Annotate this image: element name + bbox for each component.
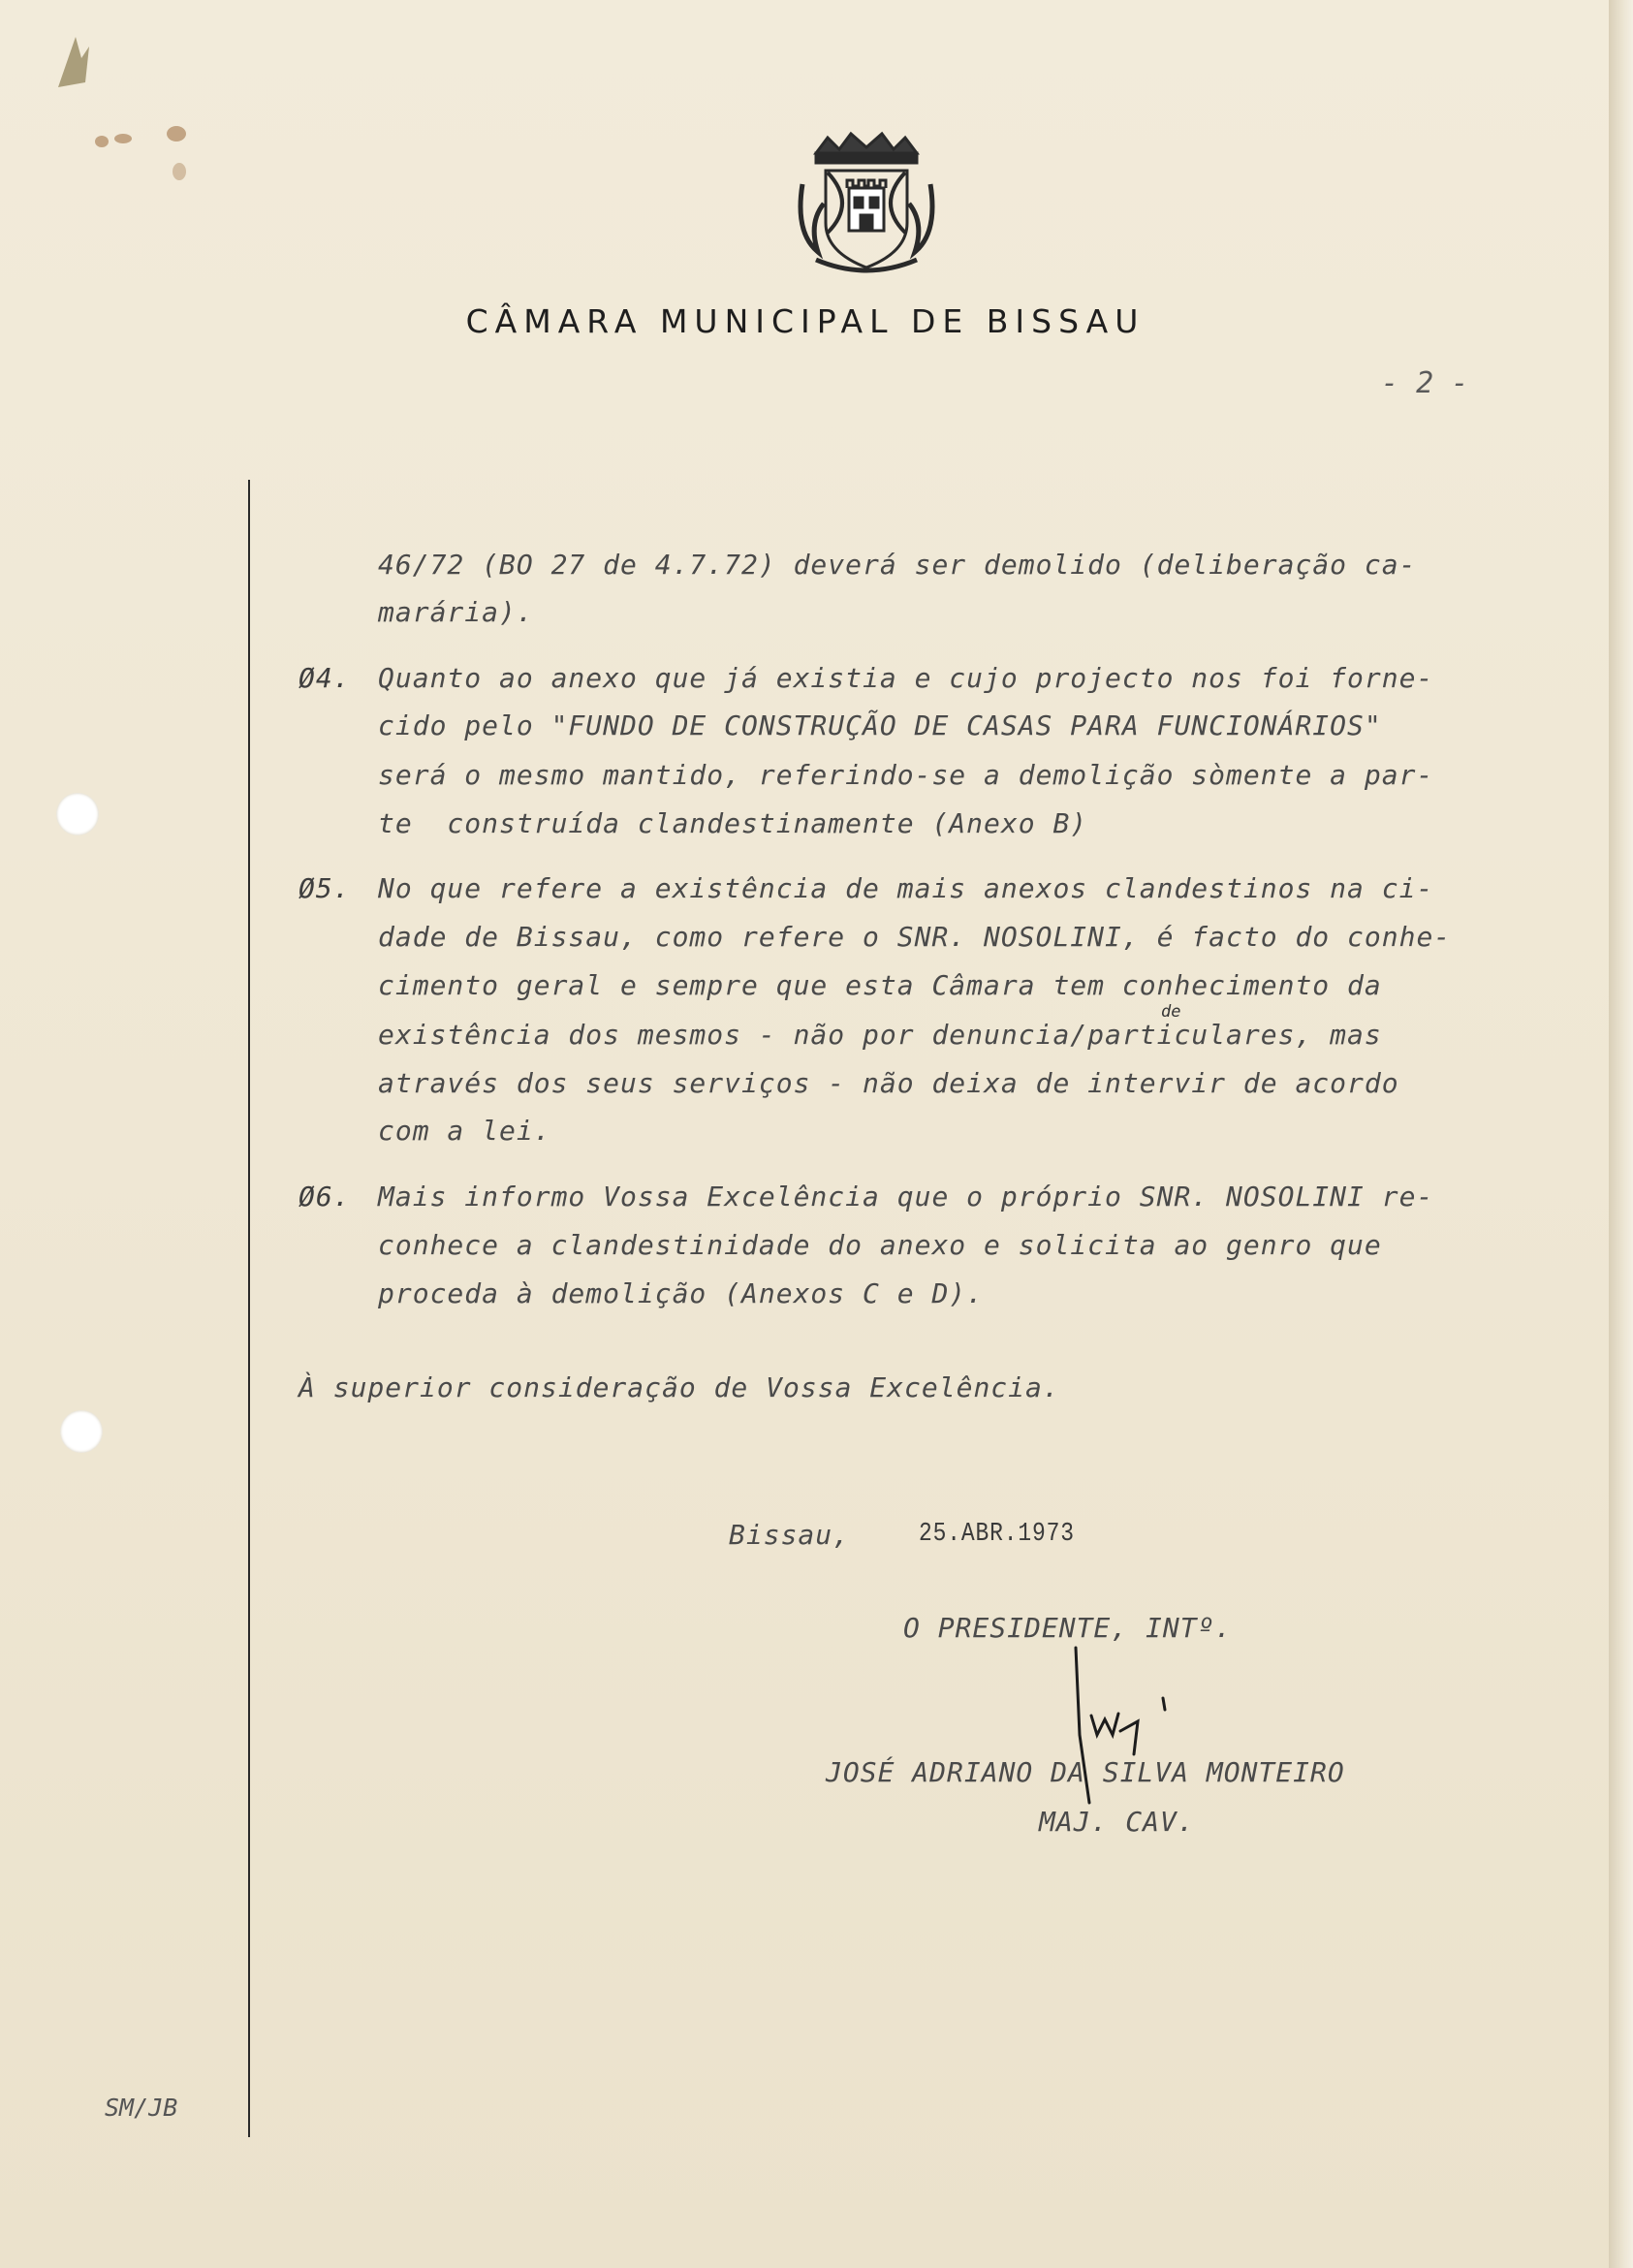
date-stamp: 25.ABR.1973 [919, 1520, 1075, 1549]
closing-line: À superior consideração de Vossa Excelência. [298, 1371, 1060, 1403]
punch-hole [60, 1410, 103, 1453]
body-line: cimento geral e sempre que esta Câmara tem conhecimento da [378, 969, 1382, 1001]
item-number: Ø4. [298, 662, 351, 694]
page-edge [1609, 0, 1633, 2268]
body-line: No que refere a existência de mais anexos clandestinos na ci- [378, 872, 1434, 904]
handwritten-insertion: de [1161, 1002, 1181, 1022]
body-line: te construída clandestinamente (Anexo B) [378, 807, 1088, 839]
body-line: conhece a clandestinidade do anexo e solicita ao genro que [378, 1229, 1382, 1261]
body-line: Mais informo Vossa Excelência que o próprio SNR. NOSOLINI re- [378, 1181, 1434, 1213]
rust-stain [95, 136, 109, 147]
body-line: existência dos mesmos - não por denuncia/particulares, mas [378, 1019, 1382, 1051]
rust-stain [114, 134, 132, 143]
body-line: cido pelo "FUNDO DE CONSTRUÇÃO DE CASAS PARA FUNCIONÁRIOS" [378, 709, 1382, 741]
punch-hole [56, 793, 99, 835]
rust-stain [167, 126, 186, 142]
coat-of-arms-icon [789, 126, 944, 281]
rust-stain [173, 163, 186, 180]
body-line: Quanto ao anexo que já existia e cujo projecto nos foi forne- [378, 662, 1434, 694]
page-number: - 2 - [1381, 366, 1469, 400]
date-place: Bissau, [729, 1519, 851, 1551]
item-number: Ø5. [298, 872, 351, 904]
body-line: 46/72 (BO 27 de 4.7.72) deverá ser demolido (deliberação ca- [378, 549, 1417, 581]
item-number: Ø6. [298, 1181, 351, 1213]
body-line: proceda à demolição (Anexos C e D). [378, 1277, 985, 1309]
signatory-name: JOSÉ ADRIANO DA SILVA MONTEIRO [826, 1756, 1345, 1788]
signatory-rank: MAJ. CAV. [1039, 1806, 1195, 1838]
body-line: será o mesmo mantido, referindo-se a demolição sòmente a par- [378, 759, 1434, 791]
body-line: com a lei. [378, 1115, 551, 1147]
body-line: através dos seus serviços - não deixa de intervir de acordo [378, 1067, 1399, 1099]
body-line: dade de Bissau, como refere o SNR. NOSOLINI, é facto do conhe- [378, 921, 1452, 953]
body-line: marária). [378, 596, 534, 628]
margin-rule [248, 480, 250, 2137]
signatory-role: O PRESIDENTE, INTº. [903, 1612, 1233, 1644]
pencil-mark [39, 29, 97, 97]
letterhead-title: CÂMARA MUNICIPAL DE BISSAU [465, 302, 1146, 340]
reference-initials: SM/JB [105, 2094, 178, 2122]
